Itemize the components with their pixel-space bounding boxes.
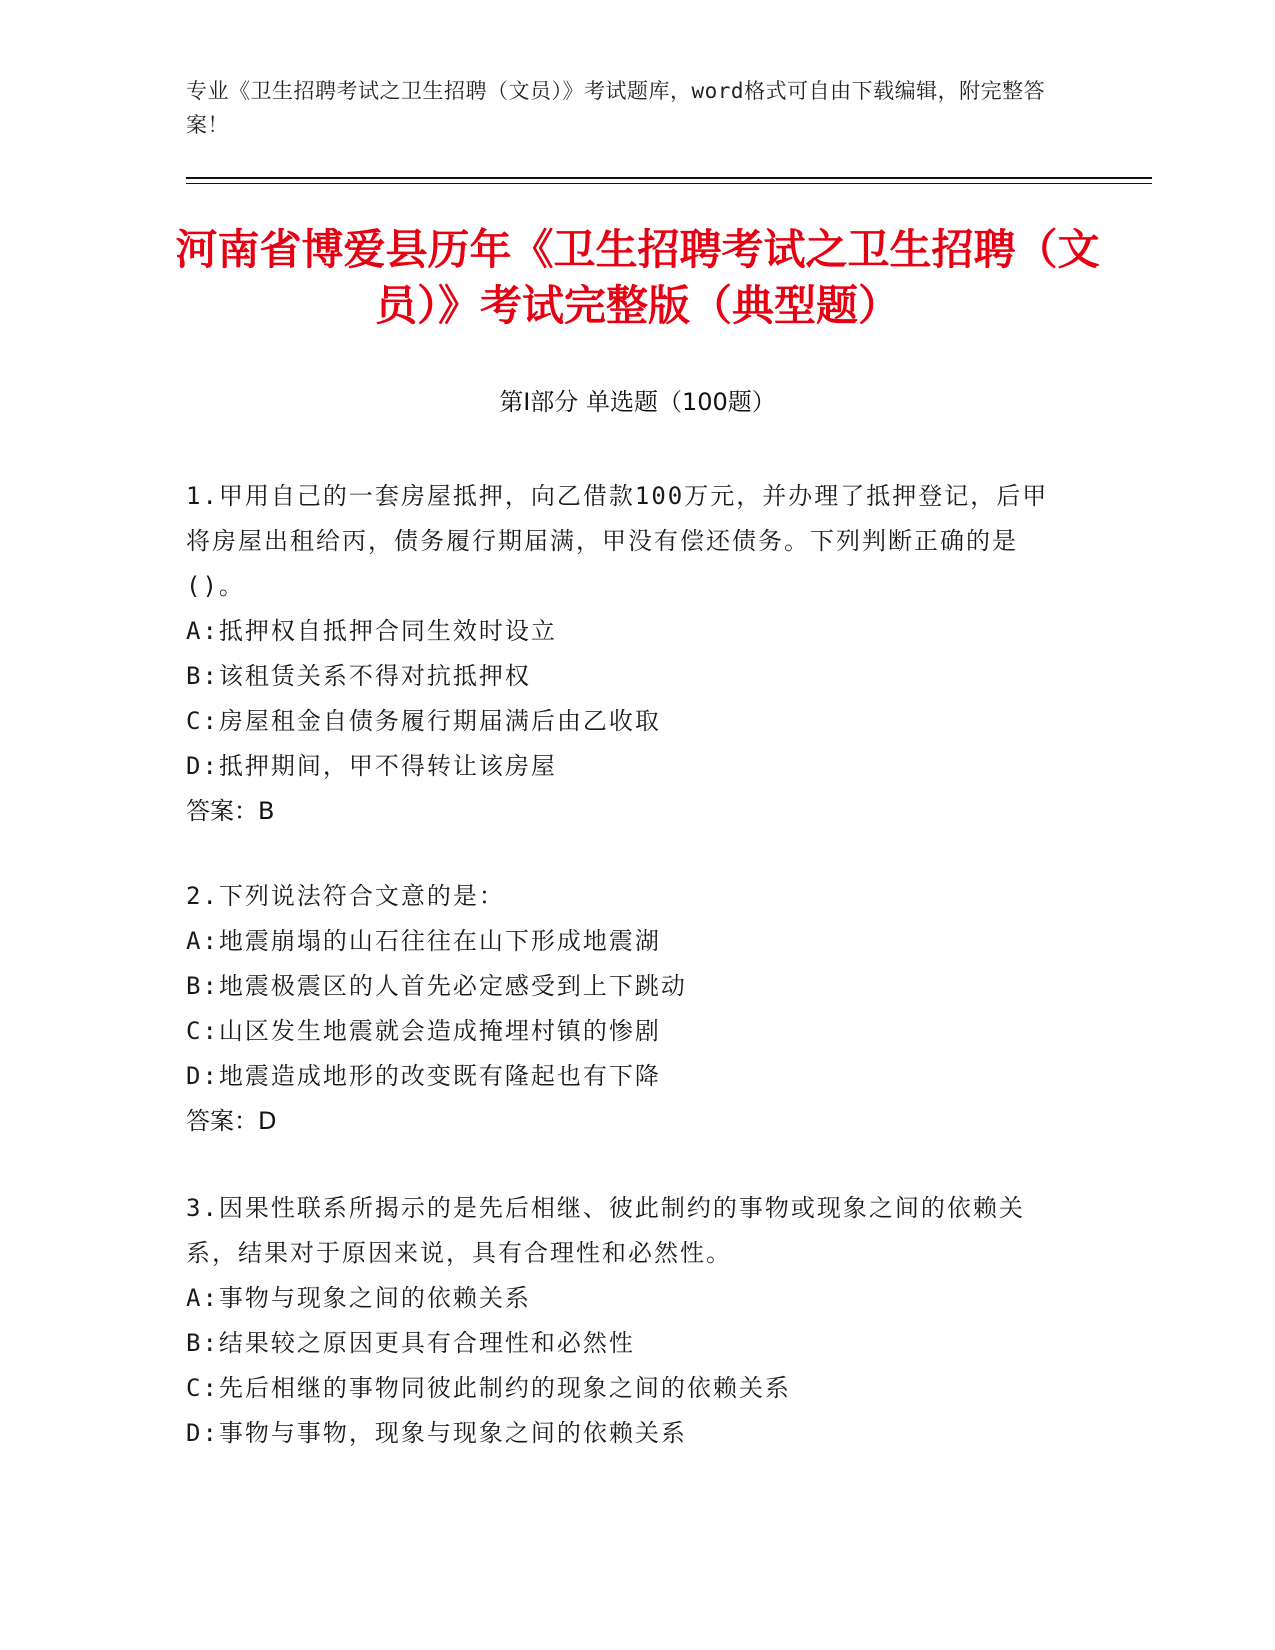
section-heading: 第Ⅰ部分 单选题（100题） (499, 388, 776, 416)
question-stem: 2.下列说法符合文意的是： (186, 882, 505, 910)
question-3 (186, 1186, 1066, 1456)
question-list (186, 474, 1066, 1496)
answer-line: 答案：D (186, 1107, 277, 1135)
option-b: B:结果较之原因更具有合理性和必然性 (186, 1329, 635, 1357)
option-a: A:地震崩塌的山石往往在山下形成地震湖 (186, 927, 661, 955)
header-divider-thick (186, 177, 1152, 179)
document-title: 河南省博爱县历年《卫生招聘考试之卫生招聘（文员）》考试完整版（典型题） (175, 225, 1100, 330)
option-c: C:房屋租金自债务履行期届满后由乙收取 (186, 707, 661, 735)
option-c: C:山区发生地震就会造成掩埋村镇的惨剧 (186, 1017, 661, 1045)
answer-line: 答案：B (186, 797, 275, 825)
option-a: A:事物与现象之间的依赖关系 (186, 1284, 531, 1312)
question-1 (186, 474, 1066, 834)
option-b: B:该租赁关系不得对抗抵押权 (186, 662, 531, 690)
option-c: C:先后相继的事物同彼此制约的现象之间的依赖关系 (186, 1374, 791, 1402)
option-d: D:地震造成地形的改变既有隆起也有下降 (186, 1062, 661, 1090)
header-divider-thin (186, 183, 1152, 184)
option-d: D:事物与事物，现象与现象之间的依赖关系 (186, 1419, 687, 1447)
question-stem: 1.甲用自己的一套房屋抵押，向乙借款100万元，并办理了抵押登记，后甲将房屋出租给丙，债务履行期届满，甲没有偿还债务。下列判断正确的是()。 (186, 482, 1049, 600)
header-note: 专业《卫生招聘考试之卫生招聘（文员）》考试题库，word格式可自由下载编辑，附完整答案！ (186, 79, 1046, 137)
option-b: B:地震极震区的人首先必定感受到上下跳动 (186, 972, 687, 1000)
option-a: A:抵押权自抵押合同生效时设立 (186, 617, 557, 645)
question-2 (186, 874, 1066, 1144)
question-stem: 3.因果性联系所揭示的是先后相继、彼此制约的事物或现象之间的依赖关系，结果对于原因来说，具有合理性和必然性。 (186, 1194, 1025, 1267)
option-d: D:抵押期间，甲不得转让该房屋 (186, 752, 557, 780)
